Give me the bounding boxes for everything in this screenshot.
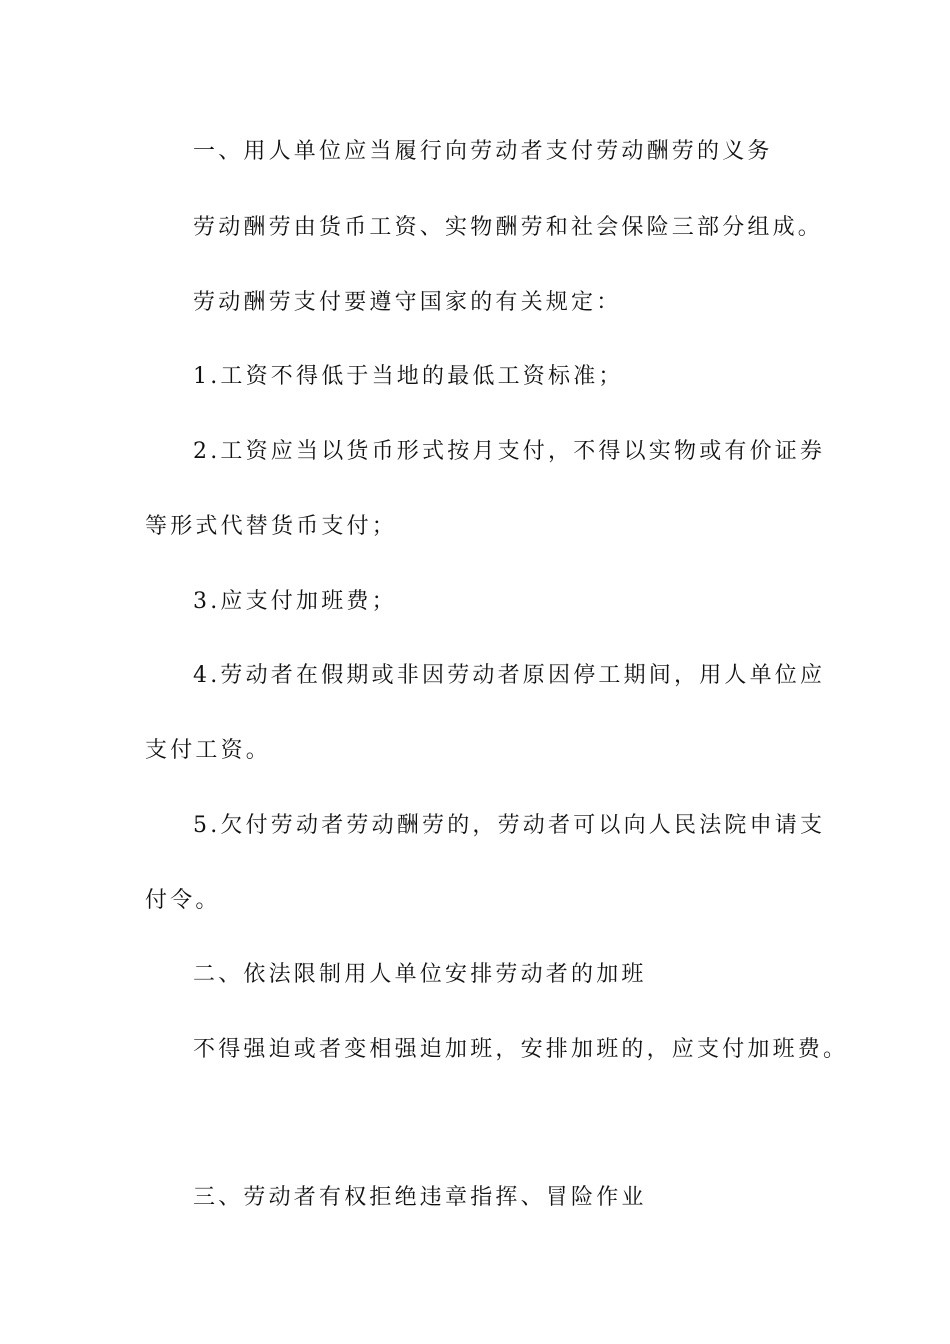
list-item-1: 1.工资不得低于当地的最低工资标准； (193, 364, 624, 389)
list-item-2: 2.工资应当以货币形式按月支付，不得以实物或有价证券 (193, 439, 826, 464)
list-item-2-continued: 等形式代替货币支付； (145, 514, 398, 539)
section-heading-1: 一、用人单位应当履行向劳动者支付劳动酬劳的义务 (193, 139, 773, 164)
paragraph: 不得强迫或者变相强迫加班，安排加班的，应支付加班费。 (193, 1037, 849, 1062)
list-item-5: 5.欠付劳动者劳动酬劳的，劳动者可以向人民法院申请支 (193, 813, 826, 838)
list-item-3: 3.应支付加班费； (193, 589, 397, 614)
section-heading-3: 三、劳动者有权拒绝违章指挥、冒险作业 (193, 1185, 647, 1210)
paragraph: 劳动酬劳支付要遵守国家的有关规定： (193, 290, 622, 315)
list-item-4: 4.劳动者在假期或非因劳动者原因停工期间，用人单位应 (193, 663, 826, 688)
paragraph: 劳动酬劳由货币工资、实物酬劳和社会保险三部分组成。 (193, 215, 824, 240)
list-item-4-continued: 支付工资。 (145, 738, 272, 763)
section-heading-2: 二、依法限制用人单位安排劳动者的加班 (193, 962, 647, 987)
list-item-5-continued: 付令。 (145, 888, 221, 913)
